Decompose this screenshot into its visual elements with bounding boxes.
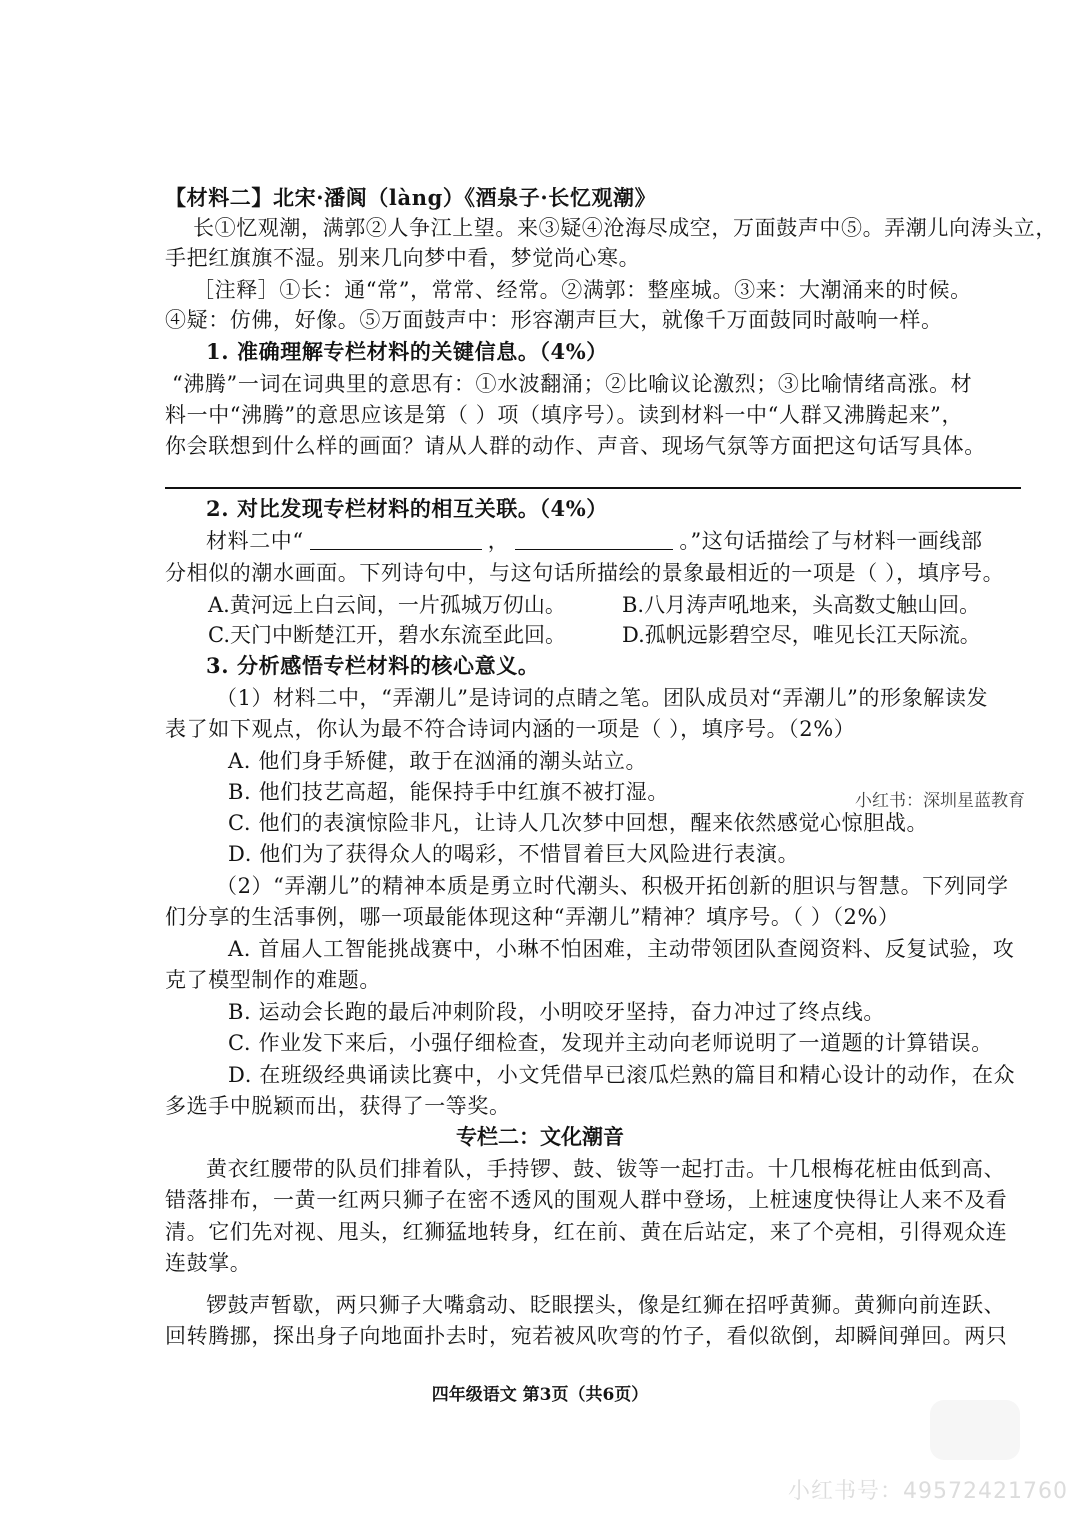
q3-part1-line-1: （1）材料二中，“弄潮儿”是诗词的点睛之笔。团队成员对“弄潮儿”的形象解读发 [216, 686, 989, 710]
q3-part2-option-c: C. 作业发下来后，小强仔细检查，发现并主动向老师说明了一道题的计算错误。 [228, 1031, 993, 1055]
q1-line-3: 你会联想到什么样的画面？请从人群的动作、声音、现场气氛等方面把这句话写具体。 [165, 434, 986, 458]
column2-para2-line-2: 回转腾挪，探出身子向地面扑去时，宛若被风吹弯的竹子，看似欲倒，却瞬间弹回。两只 [165, 1324, 1008, 1348]
q3-part2-option-b: B. 运动会长跑的最后冲刺阶段，小明咬牙坚持，奋力冲过了终点线。 [228, 1000, 885, 1024]
q2-option-c: C.天门中断楚江开，碧水东流至此回。 [208, 623, 566, 647]
q3-part1-line-2: 表了如下观点，你认为最不符合诗词内涵的一项是（ ），填序号。（2%） [165, 717, 856, 741]
q2-option-b: B.八月涛声吼地来，头高数丈触山回。 [622, 593, 981, 617]
q3-part2-option-d-2: 多选手中脱颖而出，获得了一等奖。 [165, 1094, 511, 1118]
column2-para1-line-2: 错落排布，一黄一红两只狮子在密不透风的围观人群中登场，上桩速度快得让人来不及看 [165, 1188, 1008, 1212]
q3-title: 3. 分析感悟专栏材料的核心意义。 [206, 653, 540, 678]
column2-para2-line-1: 锣鼓声暂歇，两只狮子大嘴翕动、眨眼摆头，像是红狮在招呼黄狮。黄狮向前连跃、 [206, 1293, 1006, 1317]
q2-line-1-end: 。”这句话描绘了与材料一画线部 [679, 529, 983, 553]
faded-logo-mark [930, 1400, 1020, 1460]
q1-line-1: “沸腾”一词在词典里的意思有：①水波翻涌；②比喻议论激烈；③比喻情绪高涨。材 [172, 372, 973, 396]
bottom-watermark: 小红书号：49572421760 [788, 1479, 1068, 1504]
q2-line-1-start: 材料二中“ [206, 529, 304, 553]
note-line-1: ［注释］①长：通“常”，常常、经常。②满郭：整座城。③来：大潮涌来的时候。 [193, 278, 972, 302]
q2-line-2: 分相似的潮水画面。下列诗句中，与这句话所描绘的景象最相近的一项是（ ），填序号。 [165, 561, 1005, 585]
q2-title: 2. 对比发现专栏材料的相互关联。（4%） [206, 496, 608, 521]
q3-part1-option-b: B. 他们技艺高超，能保持手中红旗不被打湿。 [228, 780, 669, 804]
q1-title: 1. 准确理解专栏材料的关键信息。（4%） [206, 339, 608, 364]
column2-para1-line-4: 连鼓掌。 [165, 1251, 252, 1275]
column2-heading: 专栏二：文化潮音 [456, 1124, 624, 1149]
q3-part2-option-d-1: D. 在班级经典诵读比赛中，小文凭借早已滚瓜烂熟的篇目和精心设计的动作，在众 [228, 1063, 1016, 1087]
q3-part2-line-1: （2）“弄潮儿”的精神本质是勇立时代潮头、积极开拓创新的胆识与智慧。下列同学 [216, 874, 1009, 898]
q3-part2-option-a-2: 克了模型制作的难题。 [165, 968, 381, 992]
answer-divider-line [165, 487, 1021, 489]
q2-option-a: A.黄河远上白云间，一片孤城万仞山。 [208, 593, 566, 617]
page-footer: 四年级语文 第3页（共6页） [431, 1385, 649, 1405]
q3-part2-line-2: 们分享的生活事例，哪一项最能体现这种“弄潮儿”精神？填序号。（ ）（2%） [165, 905, 900, 929]
material2-title: 【材料二】北宋·潘阆（làng）《酒泉子·长忆观潮》 [165, 185, 657, 210]
q2-line-1 [206, 526, 983, 556]
side-watermark: 小红书：深圳星蓝教育 [855, 791, 1025, 811]
note-line-2: ④疑：仿佛，好像。⑤万面鼓声中：形容潮声巨大，就像千万面鼓同时敲响一样。 [165, 308, 943, 332]
q2-line-1-sep: ， [487, 529, 510, 553]
q1-line-2: 料一中“沸腾”的意思应该是第（ ）项（填序号）。读到材料一中“人群又沸腾起来”， [165, 403, 964, 427]
answer-blank-1[interactable] [310, 527, 482, 550]
column2-para1-line-3: 清。它们先对视、甩头，红狮猛地转身，红在前、黄在后站定，来了个亮相，引得观众连 [165, 1220, 1008, 1244]
q3-part2-option-a-1: A. 首届人工智能挑战赛中，小琳不怕困难，主动带领团队查阅资料、反复试验，攻 [228, 937, 1015, 961]
poem-line-2: 手把红旗旗不湿。别来几向梦中看，梦觉尚心寒。 [165, 246, 641, 270]
answer-blank-2[interactable] [515, 527, 673, 550]
q3-part1-option-a: A. 他们身手矫健，敢于在汹涌的潮头站立。 [228, 749, 648, 773]
q2-option-d: D.孤帆远影碧空尽，唯见长江天际流。 [622, 623, 981, 647]
q3-part1-option-c: C. 他们的表演惊险非凡，让诗人几次梦中回想，醒来依然感觉心惊胆战。 [228, 811, 929, 835]
column2-para1-line-1: 黄衣红腰带的队员们排着队，手持锣、鼓、钹等一起打击。十几根梅花桩由低到高、 [206, 1157, 1006, 1181]
poem-line-1: 长①忆观潮，满郭②人争江上望。来③疑④沧海尽成空，万面鼓声中⑤。弄潮儿向涛头立， [193, 216, 1057, 240]
q3-part1-option-d: D. 他们为了获得众人的喝彩，不惜冒着巨大风险进行表演。 [228, 842, 800, 866]
